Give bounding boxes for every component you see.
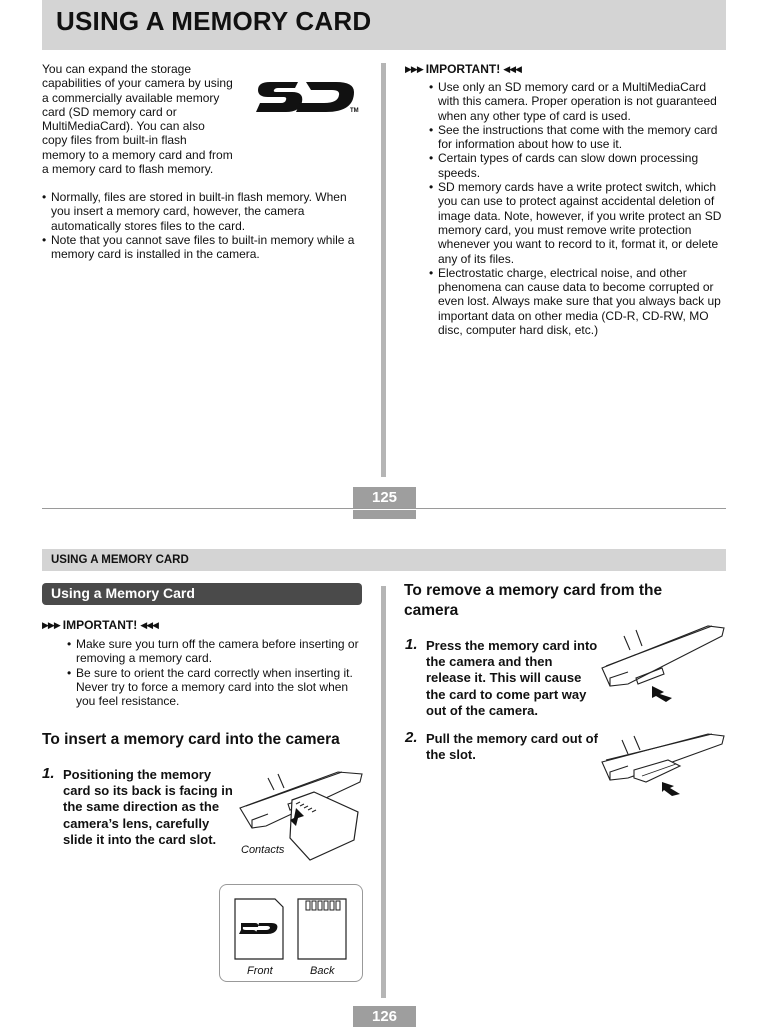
important-right-arrows-icon: ◀◀◀ (503, 63, 521, 74)
page-number: 126 (353, 1006, 416, 1027)
step-number: 1. (405, 636, 418, 653)
step-number: 1. (42, 765, 55, 782)
list-item: • Note that you cannot save files to built-in memory while a memory card is installed in the camera. (42, 233, 364, 262)
remove-press-illustration (600, 622, 726, 704)
list-item: • Certain types of cards can slow down processing speeds. (429, 151, 725, 180)
remove-heading: To remove a memory card from the camera (404, 582, 663, 619)
list-item: • Use only an SD memory card or a MultiMediaCard with this camera. Proper operation is not guaranteed when any other type of card is used. (429, 80, 725, 123)
camera-pull-diagram (600, 732, 726, 798)
important-left-arrows-icon: ▶▶▶ (42, 619, 60, 630)
step-text: Positioning the memory card so its back is facing in the same direction as the camera’s lens, carefully slide it into the card slot. (63, 767, 233, 847)
important-text: IMPORTANT! (425, 62, 501, 76)
important-left-arrows-icon: ▶▶▶ (405, 63, 423, 74)
page-number: 125 (353, 487, 416, 508)
intro-line: MultiMediaCard). You can also (42, 119, 205, 134)
intro-paragraph (42, 62, 257, 176)
list-item: • Electrostatic charge, electrical noise, and other phenomena can cause data to become corrupted or even lost. Always make sure that you always back up important data on other media (CD-R, CD-RW, MO disc, computer hard disk, etc.) (429, 266, 725, 337)
footer-rule (42, 508, 726, 509)
contacts-caption: Contacts (241, 844, 285, 856)
card-front-graphic (233, 897, 285, 961)
left-bullet-list (42, 190, 364, 261)
camera-press-diagram (600, 622, 726, 704)
column-divider (381, 586, 386, 998)
card-front-illustration (233, 897, 285, 961)
column-divider (381, 63, 386, 477)
card-back-graphic (296, 897, 348, 961)
important-right-arrows-icon: ◀◀◀ (140, 619, 158, 630)
important-bullet-list (429, 80, 725, 337)
sd-logo (254, 78, 366, 118)
section-title: Using a Memory Card (51, 585, 195, 601)
sd-logo-trademark: TM (350, 108, 359, 114)
intro-line: a commercially available memory (42, 90, 220, 105)
intro-line: You can expand the storage (42, 62, 192, 76)
intro-line: memory to a memory card and from (42, 147, 233, 162)
front-caption: Front (247, 965, 273, 977)
card-back-illustration (296, 897, 348, 961)
running-head: USING A MEMORY CARD (51, 554, 189, 566)
back-caption: Back (310, 965, 335, 977)
step-text: Pull the memory card out of the slot. (426, 731, 598, 763)
list-item: • Normally, files are stored in built-in flash memory. When you insert a memory card, however, the camera automatically stores files to the card. (42, 190, 364, 233)
insert-heading: To insert a memory card into the camera (42, 731, 340, 748)
important-bullet-list (67, 637, 365, 708)
intro-line: capabilities of your camera by using (42, 76, 233, 91)
step-number: 2. (405, 729, 418, 746)
list-item: • Be sure to orient the card correctly when inserting it. Never try to force a memory card into the slot when you feel resistance. (67, 666, 365, 709)
list-item: • See the instructions that come with the memory card for information about how to use it. (429, 123, 725, 152)
list-item: • Make sure you turn off the camera before inserting or removing a memory card. (67, 637, 365, 666)
list-item: • SD memory cards have a write protect switch, which you can use to protect against accidental deletion of image data. Note, however, if you write protect an SD memory card, you must remove write protection whenever you want to record to it, format it, or delete any of its files. (429, 180, 725, 266)
page-title: USING A MEMORY CARD (56, 6, 372, 36)
important-text: IMPORTANT! (62, 618, 138, 632)
important-label (405, 62, 521, 76)
intro-line: a memory card to flash memory. (42, 162, 214, 177)
step-text: Press the memory card into the camera and then release it. This will cause the card to come part way out of the camera. (426, 638, 598, 718)
intro-line: copy files from built-in flash (42, 133, 187, 148)
important-label (42, 618, 158, 632)
intro-line: card (SD memory card or (42, 104, 177, 119)
page-number-strip (353, 510, 416, 519)
remove-pull-illustration (600, 732, 726, 798)
